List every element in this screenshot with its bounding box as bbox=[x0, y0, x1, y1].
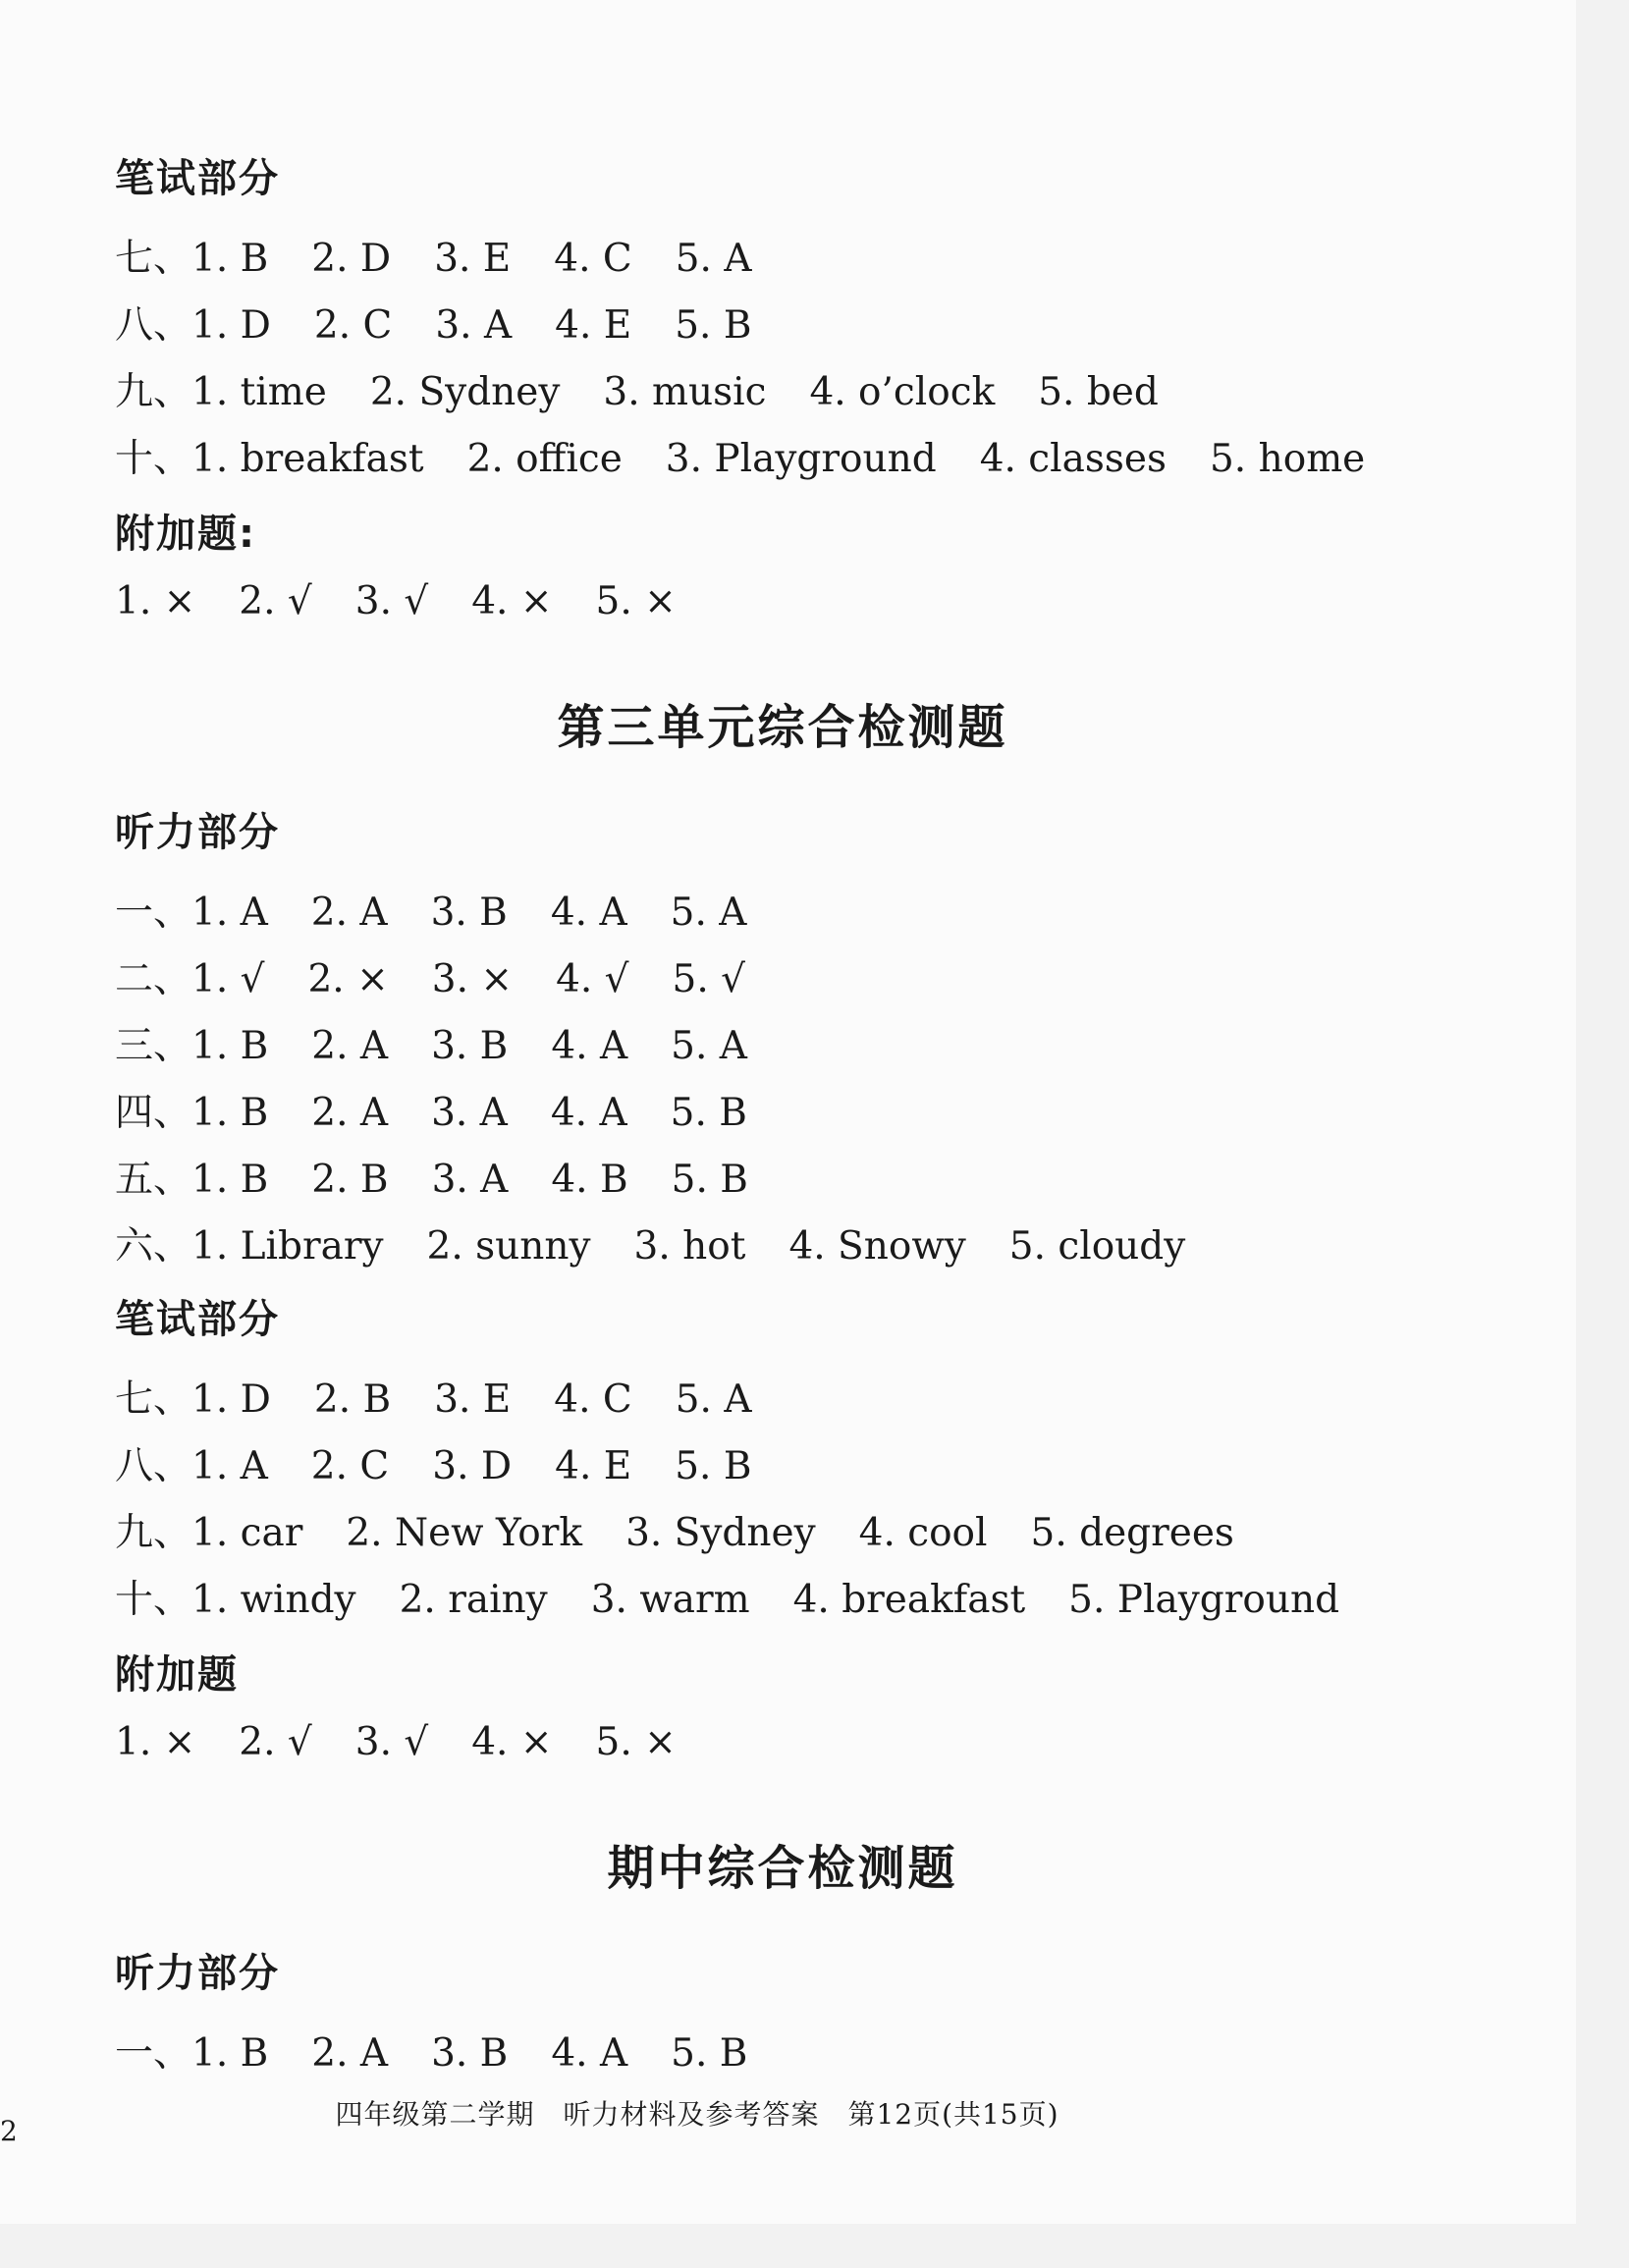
answer-item: 4. Snowy bbox=[788, 1224, 966, 1269]
question-number: 四、 bbox=[115, 1091, 192, 1135]
answer-item: 2. rainy bbox=[399, 1578, 548, 1622]
answer-item: 2. office bbox=[466, 437, 623, 481]
page-number: 2 bbox=[0, 2115, 18, 2147]
answer-row bbox=[115, 579, 720, 623]
answer-item: 5. × bbox=[595, 1720, 677, 1764]
answer-item: 1. time bbox=[191, 370, 327, 414]
question-number: 七、 bbox=[115, 1377, 192, 1422]
question-number: 九、 bbox=[115, 1511, 192, 1555]
answer-item: 2. sunny bbox=[426, 1224, 591, 1269]
test-title: 期中综合检测题 bbox=[607, 1841, 958, 1896]
answer-item: 5. home bbox=[1209, 437, 1366, 481]
answer-item: 4. C bbox=[554, 237, 632, 281]
answer-item: 4. A bbox=[550, 1091, 627, 1135]
answer-row bbox=[115, 295, 795, 350]
answer-item: 4. E bbox=[555, 1444, 632, 1488]
answer-item: 3. E bbox=[434, 1377, 512, 1422]
answer-item: 5. B bbox=[675, 303, 752, 348]
answer-row bbox=[115, 428, 1408, 483]
answer-item: 3. B bbox=[430, 891, 508, 935]
answer-item: 2. A bbox=[311, 1024, 389, 1068]
answer-row bbox=[115, 1502, 1277, 1557]
answer-item: 2. √ bbox=[239, 579, 312, 623]
answer-item: 1. A bbox=[191, 891, 268, 935]
answer-item: 2. New York bbox=[346, 1511, 583, 1555]
answer-item: 3. A bbox=[431, 1158, 509, 1202]
answer-item: 1. Library bbox=[191, 1224, 384, 1269]
answer-item: 2. A bbox=[311, 2031, 389, 2076]
question-number: 十、 bbox=[115, 1578, 192, 1622]
answer-item: 1. B bbox=[191, 237, 269, 281]
answer-item: 2. C bbox=[310, 1444, 390, 1488]
answer-item: 5. A bbox=[671, 1024, 747, 1068]
answer-item: 1. B bbox=[191, 1091, 269, 1135]
answer-row bbox=[115, 1369, 795, 1424]
answer-item: 3. A bbox=[435, 303, 513, 348]
answer-item: 1. car bbox=[191, 1511, 303, 1555]
answer-row bbox=[115, 1082, 790, 1137]
answer-item: 4. A bbox=[551, 2031, 628, 2076]
answer-item: 3. × bbox=[431, 957, 514, 1001]
answer-item: 5. B bbox=[670, 1091, 747, 1135]
answer-item: 1. windy bbox=[191, 1578, 356, 1622]
answer-item: 4. E bbox=[555, 303, 632, 348]
answer-item: 2. A bbox=[311, 1091, 389, 1135]
answer-item: 5. cloudy bbox=[1008, 1224, 1186, 1269]
answer-item: 3. √ bbox=[354, 579, 429, 623]
answer-item: 1. √ bbox=[191, 957, 265, 1001]
answer-item: 2. B bbox=[313, 1377, 392, 1422]
question-number: 九、 bbox=[115, 370, 192, 414]
question-number: 三、 bbox=[115, 1024, 192, 1068]
question-number: 五、 bbox=[115, 1158, 192, 1202]
answer-item: 5. √ bbox=[672, 957, 746, 1001]
answer-item: 3. B bbox=[431, 2031, 509, 2076]
question-number: 一、 bbox=[115, 2031, 192, 2076]
answer-item: 2. × bbox=[307, 957, 389, 1001]
answer-item: 3. B bbox=[431, 1024, 509, 1068]
answer-item: 2. A bbox=[310, 891, 388, 935]
answer-item: 5. A bbox=[675, 237, 752, 281]
answer-item: 1. B bbox=[191, 2031, 269, 2076]
answer-item: 1. breakfast bbox=[191, 437, 424, 481]
answer-item: 3. Playground bbox=[665, 437, 937, 481]
answer-item: 5. B bbox=[675, 1444, 752, 1488]
answer-item: 2. D bbox=[311, 237, 392, 281]
answer-item: 5. B bbox=[671, 1158, 748, 1202]
test-title: 第三单元综合检测题 bbox=[557, 700, 1008, 755]
answer-item: 1. B bbox=[191, 1158, 269, 1202]
answer-item: 5. A bbox=[675, 1377, 752, 1422]
answer-row bbox=[115, 1015, 790, 1070]
answer-item: 5. bed bbox=[1038, 370, 1159, 414]
answer-row bbox=[115, 1569, 1383, 1624]
answer-item: 1. × bbox=[115, 579, 196, 623]
answer-item: 2. Sydney bbox=[369, 370, 561, 414]
answer-item: 3. warm bbox=[590, 1578, 750, 1622]
answer-row bbox=[115, 948, 788, 1003]
answer-item: 3. A bbox=[431, 1091, 508, 1135]
answer-item: 1. × bbox=[115, 1720, 196, 1764]
answer-item: 4. o’clock bbox=[809, 370, 996, 414]
answer-item: 5. A bbox=[670, 891, 747, 935]
answer-item: 2. C bbox=[313, 303, 393, 348]
answer-item: 1. D bbox=[191, 303, 271, 348]
question-number: 八、 bbox=[115, 303, 192, 348]
question-number: 十、 bbox=[115, 437, 192, 481]
answer-row bbox=[115, 228, 795, 283]
section-heading: 听力部分 bbox=[115, 810, 280, 855]
answer-item: 5. degrees bbox=[1030, 1511, 1234, 1555]
answer-item: 1. D bbox=[191, 1377, 271, 1422]
answer-item: 2. √ bbox=[239, 1720, 312, 1764]
answer-item: 3. E bbox=[434, 237, 512, 281]
section-heading: 附加题: bbox=[115, 512, 256, 557]
answer-item: 1. B bbox=[191, 1024, 269, 1068]
answer-item: 1. A bbox=[191, 1444, 268, 1488]
question-number: 六、 bbox=[115, 1224, 192, 1269]
section-heading: 笔试部分 bbox=[115, 1297, 280, 1342]
answer-item: 4. cool bbox=[858, 1511, 988, 1555]
answer-item: 3. √ bbox=[354, 1720, 429, 1764]
answer-row bbox=[115, 1215, 1228, 1270]
answer-row bbox=[115, 361, 1202, 416]
answer-item: 3. D bbox=[432, 1444, 513, 1488]
section-heading: 笔试部分 bbox=[115, 156, 280, 201]
answer-item: 4. √ bbox=[556, 957, 629, 1001]
answer-row bbox=[115, 1149, 791, 1204]
answer-row bbox=[115, 882, 789, 937]
question-number: 八、 bbox=[115, 1444, 192, 1488]
answer-item: 2. B bbox=[311, 1158, 389, 1202]
answer-item: 4. × bbox=[471, 579, 553, 623]
answer-item: 4. classes bbox=[979, 437, 1167, 481]
answer-row bbox=[115, 2023, 790, 2078]
answer-item: 4. A bbox=[550, 891, 627, 935]
answer-row bbox=[115, 1720, 720, 1764]
answer-item: 4. B bbox=[551, 1158, 628, 1202]
question-number: 七、 bbox=[115, 237, 192, 281]
section-heading: 附加题 bbox=[115, 1652, 239, 1698]
answer-item: 4. × bbox=[471, 1720, 553, 1764]
answer-item: 3. Sydney bbox=[625, 1511, 816, 1555]
answer-item: 4. breakfast bbox=[792, 1578, 1026, 1622]
answer-item: 5. × bbox=[595, 579, 677, 623]
answer-item: 5. Playground bbox=[1068, 1578, 1340, 1622]
question-number: 二、 bbox=[115, 957, 192, 1001]
answer-item: 5. B bbox=[671, 2031, 748, 2076]
answer-item: 4. C bbox=[554, 1377, 632, 1422]
answer-item: 3. music bbox=[603, 370, 767, 414]
question-number: 一、 bbox=[115, 891, 192, 935]
answer-row bbox=[115, 1435, 795, 1490]
page-footer: 四年级第二学期 听力材料及参考答案 第12页(共15页) bbox=[335, 2098, 1059, 2131]
answer-item: 4. A bbox=[551, 1024, 628, 1068]
answer-item: 3. hot bbox=[633, 1224, 746, 1269]
section-heading: 听力部分 bbox=[115, 1951, 280, 1996]
